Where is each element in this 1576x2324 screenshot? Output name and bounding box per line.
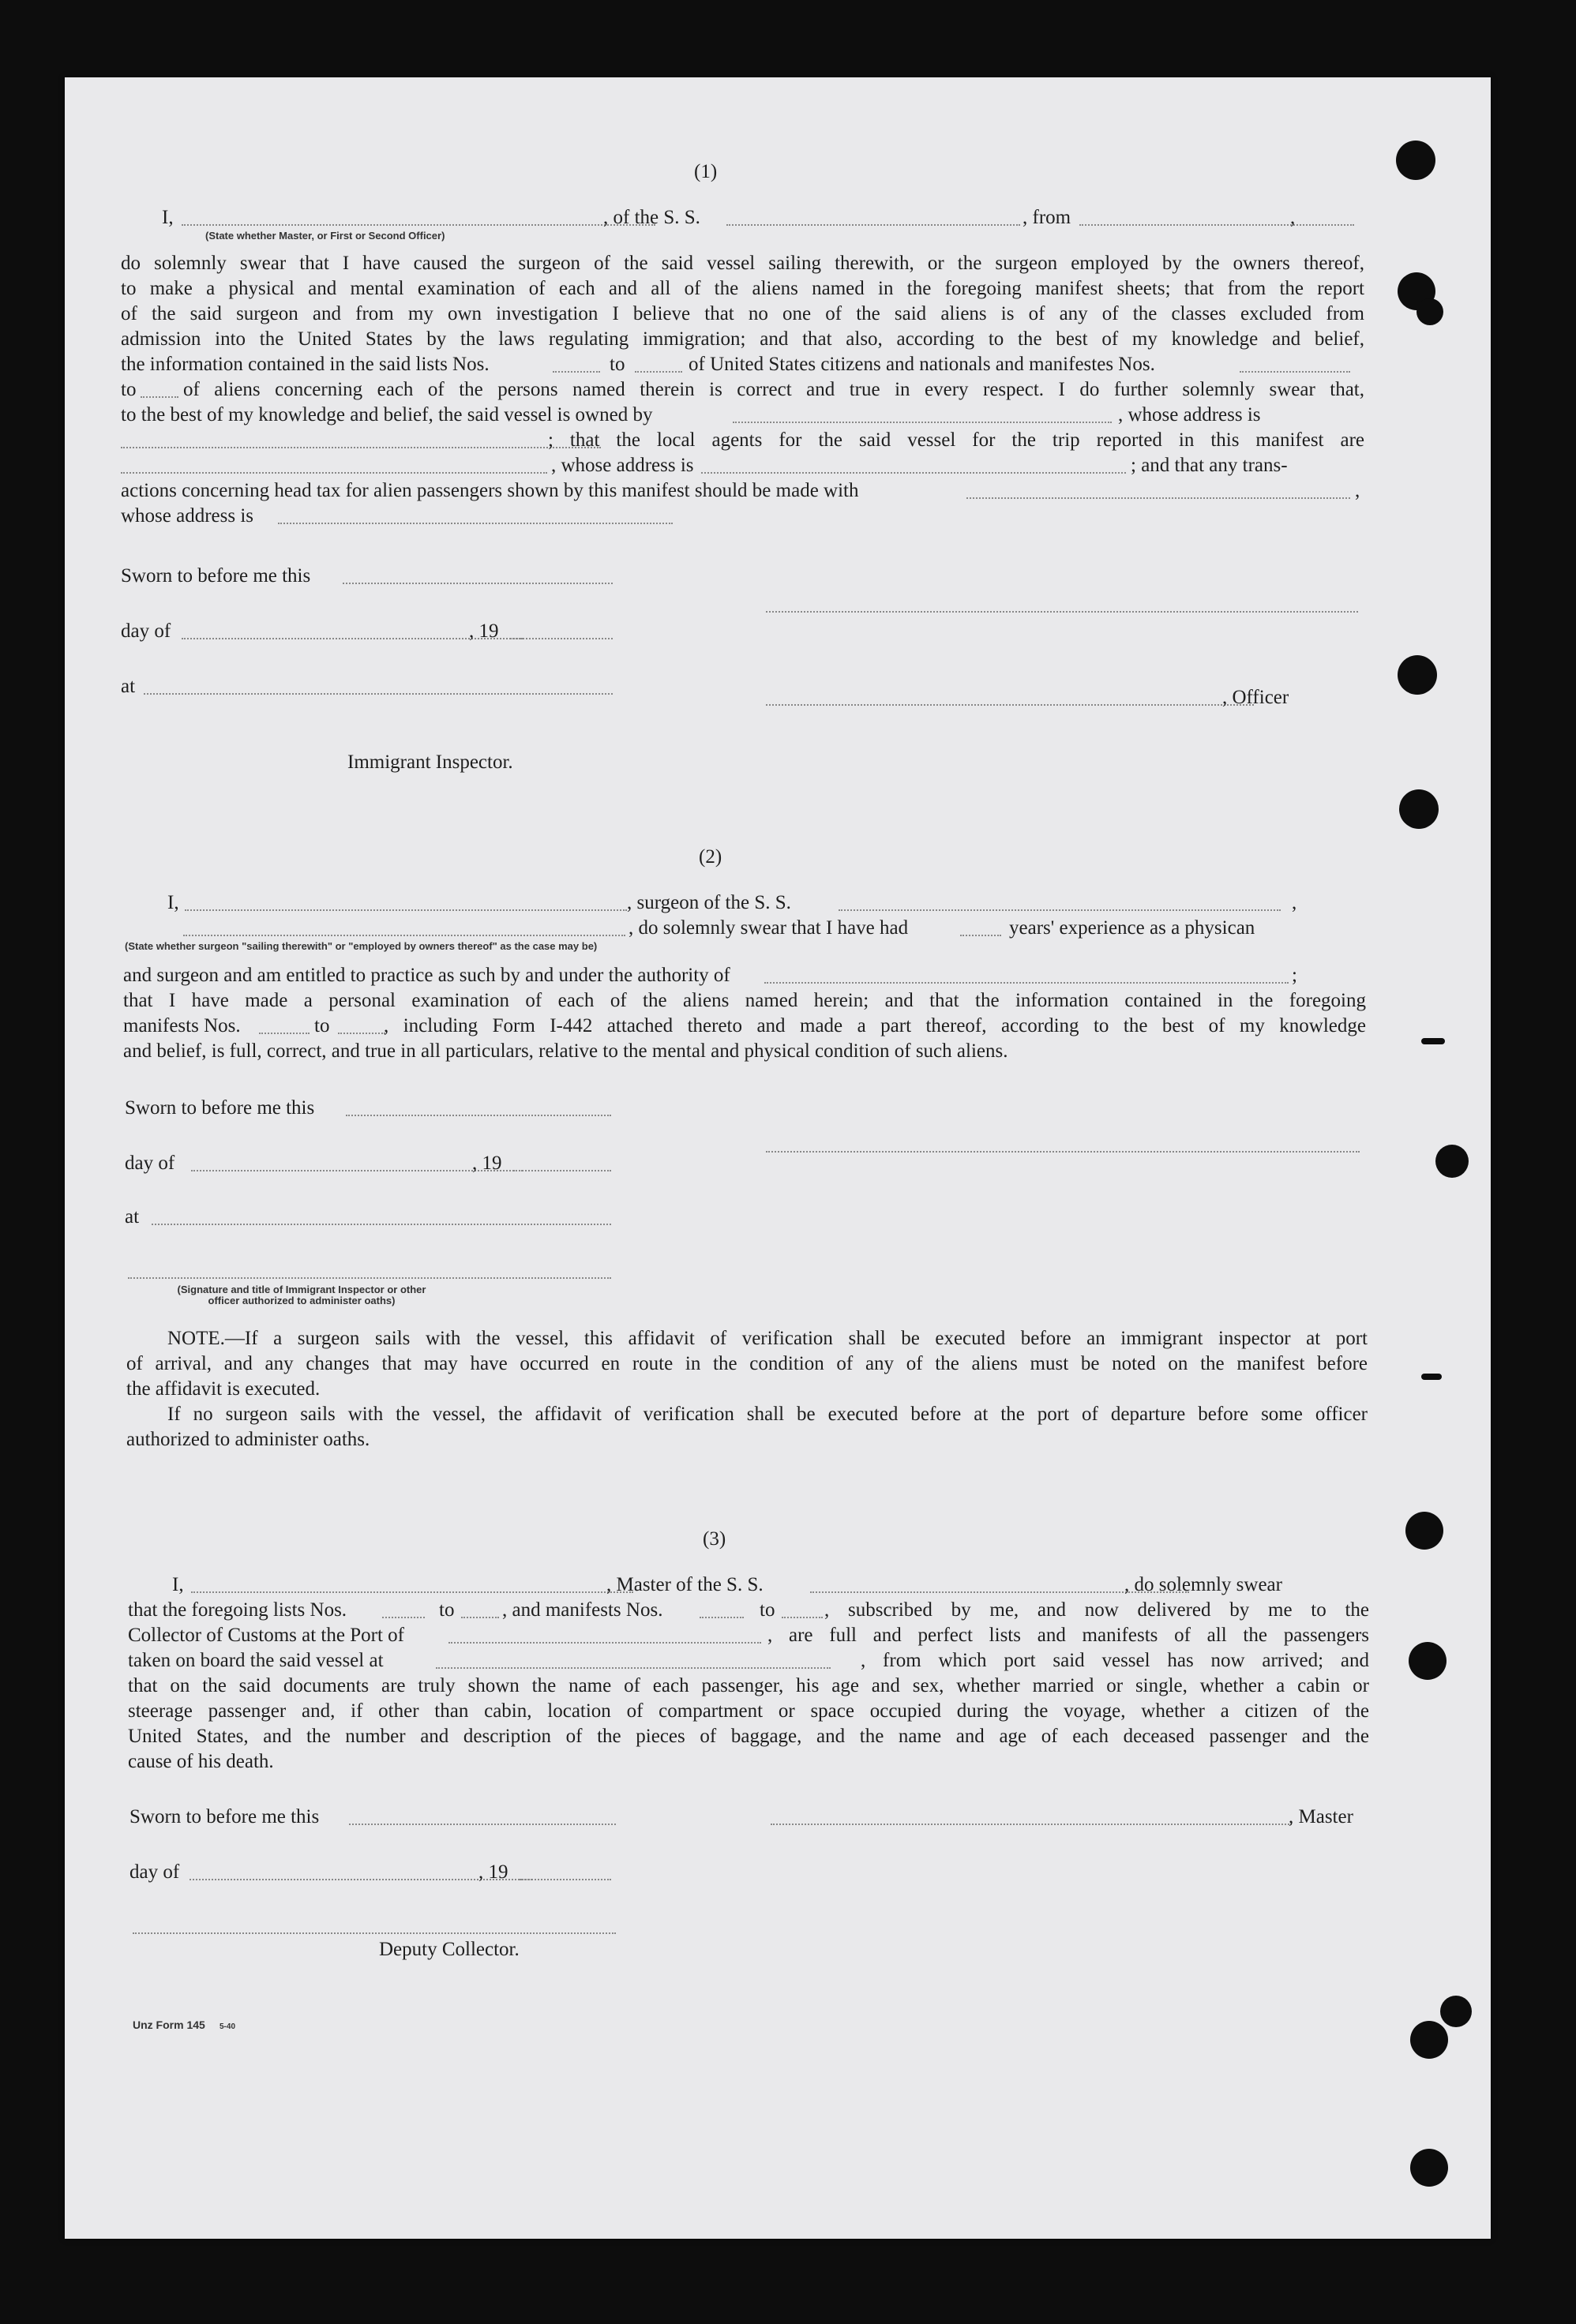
s1-whose-address-3: whose address is (121, 505, 254, 527)
s3-collector-port: Collector of Customs at the Port of (128, 1625, 404, 1646)
s2-note: the affidavit is executed. (126, 1378, 321, 1400)
s1-head-tax-address-field[interactable] (278, 523, 673, 524)
s2-sig-note-2: officer authorized to administer oaths) (208, 1295, 396, 1306)
s1-lists-from-field[interactable] (553, 371, 600, 373)
s3-master-of-ss: , Master of the S. S. (606, 1574, 764, 1595)
s3-port-field[interactable] (448, 1642, 761, 1644)
document-page (65, 77, 1491, 2239)
s1-text-line: admission into the United States by the laws regulating immigration; and that also, according to the best of my knowledge and belief, (121, 328, 1364, 350)
s2-text-line: that I have made a personal examination of each of the aliens named herein; and that the information contained in the foregoing (123, 990, 1366, 1011)
punch-hole (1417, 298, 1443, 325)
s1-sworn: Sworn to before me this (121, 565, 311, 587)
s2-note: NOTE.—If a surgeon sails with the vessel, this affidavit of verification shall be executed before an immigrant inspector at port (167, 1328, 1368, 1349)
s1-year-field[interactable] (510, 638, 613, 639)
s1-from: , from (1023, 207, 1071, 228)
s2-surgeon-name-field[interactable] (185, 909, 627, 911)
s1-whose-address: , whose address is (1118, 404, 1261, 425)
s1-officer-note: (State whether Master, or First or Second Officer) (205, 230, 445, 242)
s2-years-text: years' experience as a physican (1009, 917, 1255, 939)
s1-head-tax-field[interactable] (966, 497, 1350, 499)
s3-collector-signature-field[interactable] (133, 1932, 616, 1934)
s2-swear: , do solemnly swear that I have had (629, 917, 909, 939)
s2-years-field[interactable] (960, 935, 1001, 936)
s1-of-ss: , of the S. S. (603, 207, 700, 228)
s1-text-line: of the said surgeon and from my own investigation I believe that no one of the said aliens is of any of the classes excluded from (121, 303, 1364, 324)
s3-to-2: to (760, 1599, 775, 1621)
s1-lists-label: the information contained in the said lists Nos. (121, 354, 490, 375)
punch-mark (1421, 1038, 1445, 1044)
s2-surgeon-note: (State whether surgeon "sailing therewith" or "employed by owners thereof" as the case may be) (125, 940, 598, 952)
punch-mark (1421, 1374, 1442, 1380)
s1-head-tax-text: actions concerning head tax for alien passengers shown by this manifest should be made with (121, 480, 859, 501)
s3-lists-to-field[interactable] (461, 1617, 499, 1618)
s3-year: , 19 (478, 1861, 508, 1883)
punch-hole (1410, 2149, 1448, 2187)
s3-manifests: , and manifests Nos. (502, 1599, 663, 1621)
s1-owner-field[interactable] (733, 422, 1112, 423)
s1-day-of: day of (121, 620, 171, 642)
s3-arrived: , from which port said vessel has now arrived; and (861, 1650, 1369, 1671)
s1-year: , 19 (469, 620, 499, 642)
s3-text-line: steerage passenger and, if other than cabin, location of compartment or space occupied during the voyage, whether a citizen of the (128, 1700, 1369, 1722)
s1-place-field[interactable] (144, 693, 613, 695)
s3-manifests-from-field[interactable] (700, 1617, 744, 1618)
punch-hole (1399, 789, 1439, 829)
s2-vessel-field[interactable] (839, 909, 1281, 911)
form-number: Unz Form 145 (133, 2019, 205, 2031)
s2-comma: , (1292, 892, 1297, 913)
s2-sworn: Sworn to before me this (125, 1097, 315, 1119)
punch-hole (1409, 1642, 1447, 1680)
s2-sworn-date-field[interactable] (346, 1115, 611, 1116)
s1-agents-field[interactable] (121, 472, 547, 474)
s1-manifests-to-field[interactable] (141, 396, 178, 398)
s3-subscribed: , subscribed by me, and now delivered by me to the (824, 1599, 1369, 1621)
s1-agents-text: ; that the local agents for the said vessel for the trip reported in this manifest are (548, 429, 1364, 451)
s3-master: , Master (1289, 1806, 1353, 1827)
s2-note: If no surgeon sails with the vessel, the affidavit of verification shall be executed before at the port of departure before some officer (167, 1404, 1368, 1425)
s2-form-text: , including Form I-442 attached thereto and made a part thereof, according to the best of my knowledge (384, 1015, 1366, 1036)
s2-status-field[interactable] (183, 935, 625, 936)
s1-officer-signature-field[interactable] (766, 704, 1254, 706)
s3-text-line: United States, and the number and description of the pieces of baggage, and the name and age of each deceased passenger and the (128, 1726, 1369, 1747)
s1-inspector: Immigrant Inspector. (347, 752, 513, 773)
s3-master-signature-field[interactable] (771, 1824, 1292, 1825)
s1-text-line: do solemnly swear that I have caused the surgeon of the said vessel sailing therewith, or the surgeon employed by the owners thereof, (121, 253, 1364, 274)
s3-year-field[interactable] (520, 1879, 611, 1880)
s3-day-of: day of (129, 1861, 180, 1883)
s3-collector: Deputy Collector. (379, 1939, 520, 1960)
s1-text-line: of aliens concerning each of the persons named therein is correct and true in every respect. I do further solemnly swear that, (183, 379, 1364, 400)
punch-hole (1440, 1996, 1472, 2027)
s1-to: to (610, 354, 625, 375)
s1-at: at (121, 676, 136, 697)
s3-master-name-field[interactable] (191, 1591, 633, 1593)
section-3-heading: (3) (703, 1528, 726, 1550)
s3-to: to (439, 1599, 455, 1621)
s1-to-2: to (121, 379, 137, 400)
s1-text-line: to make a physical and mental examination of each and all of the aliens named in the foregoing manifest sheets; that from the report (121, 278, 1364, 299)
punch-hole (1396, 141, 1435, 180)
s2-year: , 19 (472, 1153, 502, 1174)
s2-year-field[interactable] (513, 1170, 611, 1171)
s3-lists-from-field[interactable] (382, 1617, 425, 1618)
s2-inspector-signature-field[interactable] (128, 1277, 611, 1279)
punch-hole (1435, 1145, 1469, 1178)
s1-manifests-label: of United States citizens and nationals and manifestes Nos. (689, 354, 1155, 375)
s2-text-line: and belief, is full, correct, and true in all particulars, relative to the mental and physical condition of such aliens. (123, 1040, 1008, 1062)
s1-manifests-from-field[interactable] (1240, 371, 1350, 373)
s2-to: to (314, 1015, 330, 1036)
s1-lists-to-field[interactable] (635, 371, 682, 373)
s3-text-line: that on the said documents are truly shown the name of each passenger, his age and sex, whether married or single, whether a cabin or (128, 1675, 1369, 1696)
s1-vessel-field[interactable] (726, 224, 1020, 226)
punch-hole (1405, 1512, 1443, 1550)
s2-surgeon-of-ss: , surgeon of the S. S. (627, 892, 791, 913)
s1-trans: ; and that any trans- (1131, 455, 1288, 476)
s1-comma-2: , (1355, 480, 1360, 501)
s1-officer-name-field[interactable] (182, 224, 655, 226)
s1-sworn-date-field[interactable] (343, 583, 613, 584)
s2-note: of arrival, and any changes that may have occurred en route in the condition of any of the aliens must be noted on the manifest before (126, 1353, 1368, 1374)
s1-agents-address-field[interactable] (701, 472, 1126, 474)
s3-taken: taken on board the said vessel at (128, 1650, 384, 1671)
section-1-heading: (1) (694, 161, 718, 182)
s3-lists: that the foregoing lists Nos. (128, 1599, 347, 1621)
s1-i: I, (162, 207, 174, 228)
s3-manifests-to-field[interactable] (782, 1617, 823, 1618)
s2-authority-field[interactable] (764, 982, 1289, 984)
s2-day-of: day of (125, 1153, 175, 1174)
s1-whose-address-2: , whose address is (551, 455, 694, 476)
s2-semicolon: ; (1292, 965, 1297, 986)
s2-manifests-to-field[interactable] (338, 1033, 385, 1034)
s1-signature-line-1[interactable] (766, 611, 1358, 613)
s2-authority: and surgeon and am entitled to practice as such by and under the authority of (123, 965, 730, 986)
s1-owned-by: to the best of my knowledge and belief, the said vessel is owned by (121, 404, 653, 425)
s2-at: at (125, 1206, 140, 1228)
s3-i: I, (172, 1574, 184, 1595)
s3-swear: , do solemnly swear (1124, 1574, 1282, 1595)
punch-hole (1410, 2021, 1448, 2059)
s3-embark-port-field[interactable] (436, 1667, 831, 1669)
s3-full-lists: , are full and perfect lists and manifests of all the passengers (767, 1625, 1369, 1646)
s2-sig-note-1: (Signature and title of Immigrant Inspector or other (177, 1284, 426, 1295)
s1-from-field[interactable] (1079, 224, 1354, 226)
s3-text-line: cause of his death. (128, 1751, 274, 1772)
s2-manifests: manifests Nos. (123, 1015, 241, 1036)
s2-signature-line[interactable] (766, 1151, 1360, 1153)
s1-owner-address-field[interactable] (121, 447, 601, 448)
s2-note: authorized to administer oaths. (126, 1429, 370, 1450)
s2-place-field[interactable] (152, 1224, 611, 1225)
s3-sworn: Sworn to before me this (129, 1806, 320, 1827)
section-2-heading: (2) (699, 846, 722, 868)
s1-comma: , (1290, 207, 1296, 228)
s2-i: I, (167, 892, 179, 913)
punch-hole (1398, 655, 1437, 695)
s2-manifests-from-field[interactable] (259, 1033, 310, 1034)
s3-sworn-date-field[interactable] (349, 1824, 616, 1825)
form-edition: 5-40 (220, 2022, 236, 2031)
s1-officer: , Officer (1222, 687, 1289, 708)
